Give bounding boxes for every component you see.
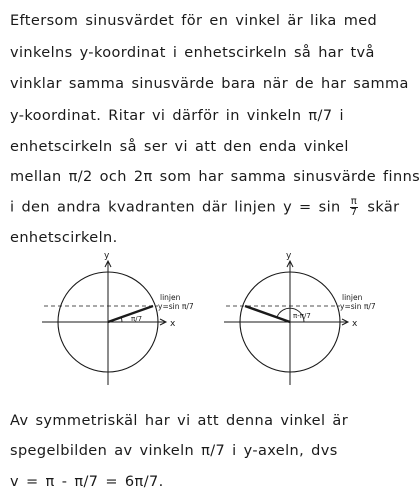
angle-label: π-π/7 xyxy=(293,312,311,320)
text-line-5: enhetscirkeln så ser vi att den enda vinkel xyxy=(10,139,349,155)
x-axis-label: x xyxy=(170,319,176,329)
unit-circle-diagram-left xyxy=(40,250,210,390)
text-line-9: Av symmetriskäl har vi att denna vinkel är xyxy=(10,413,349,429)
text-line-1: Eftersom sinusvärdet för en vinkel är lika med xyxy=(10,13,378,29)
unit-circle-diagram-right xyxy=(222,250,392,390)
text-line-2: vinkelns y-koordinat i enhetscirkeln så har två xyxy=(10,45,375,61)
y-axis-label: y xyxy=(104,251,110,261)
line-label-word: linjen xyxy=(160,293,181,302)
text-line-7-end: skär xyxy=(367,199,400,216)
line-label-equation: y=sin π/7 xyxy=(340,302,376,311)
fraction-denominator: 7 xyxy=(350,207,358,218)
line-label-equation: y=sin π/7 xyxy=(158,302,194,311)
text-line-6: mellan π/2 och 2π som har samma sinusvärde finns xyxy=(10,169,420,185)
fraction-numerator: π xyxy=(350,196,358,207)
line-label-word: linjen xyxy=(342,293,363,302)
text-line-8: enhetscirkeln. xyxy=(10,230,118,246)
text-line-11: v = π - π/7 = 6π/7. xyxy=(10,474,164,490)
radius-pi-minus-pi-over-7 xyxy=(245,306,290,322)
angle-label: π/7 xyxy=(131,315,143,323)
text-line-4: y-koordinat. Ritar vi därför in vinkeln π/7 i xyxy=(10,108,344,124)
fraction-pi-over-7 xyxy=(350,197,359,218)
text-line-10: spegelbilden av vinkeln π/7 i y-axeln, dvs xyxy=(10,443,338,459)
text-line-7 xyxy=(10,197,400,218)
text-line-7-start: i den andra kvadranten där linjen y = sin xyxy=(10,199,341,216)
text-line-3: vinklar samma sinusvärde bara när de har samma xyxy=(10,76,409,92)
y-axis-label: y xyxy=(286,251,292,261)
x-axis-label: x xyxy=(352,319,358,329)
